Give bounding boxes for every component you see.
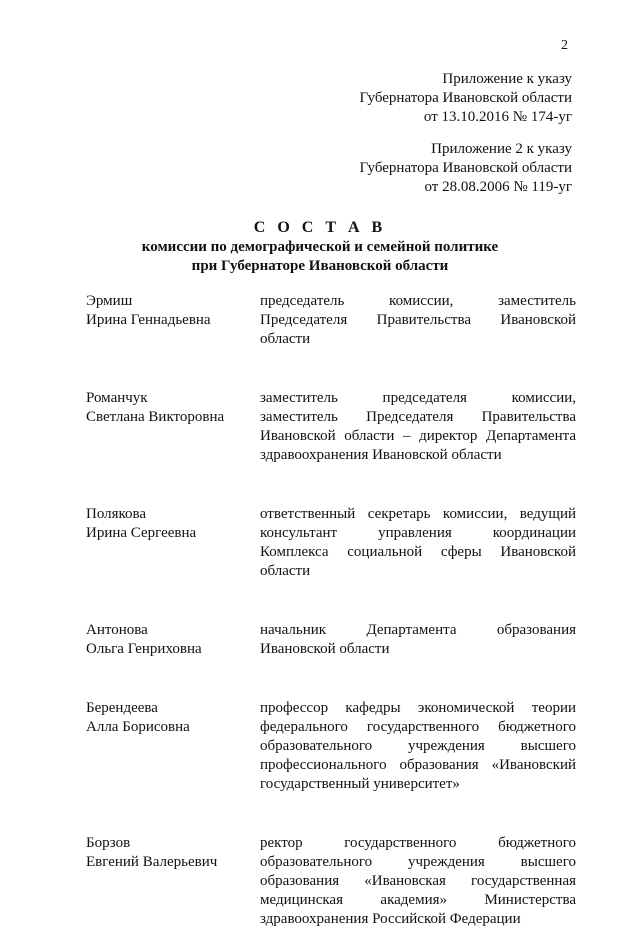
member-role-line: федерального государственного бюджетного [260,719,576,735]
member-role [260,621,576,659]
member-name [86,389,260,465]
member-role-line: области [260,331,311,347]
member-entry [86,292,576,349]
member-surname: Полякова [86,506,147,522]
member-role [260,389,576,465]
member-entry [86,834,576,929]
member-role-line: заместитель председателя комиссии, [260,390,576,406]
annex-original-line3: от 28.08.2006 № 119-уг [424,179,572,195]
member-given-names: Алла Борисовна [86,719,190,735]
member-role [260,505,576,581]
member-spacer [86,349,576,389]
member-entry [86,621,576,659]
member-role-line: профессионального образования «Ивановский [260,757,576,773]
member-role-line: образования «Ивановская государственная [260,873,576,889]
annex-current-line1: Приложение к указу [442,71,572,87]
member-given-names: Светлана Викторовна [86,409,225,425]
member-role-line: консультант управления координации [260,525,576,541]
member-role-line: ответственный секретарь комиссии, ведущий [260,506,576,522]
member-given-names: Ирина Сергеевна [86,525,197,541]
member-surname: Берендеева [86,700,158,716]
member-role-line: профессор кафедры экономической теории [260,700,576,716]
member-role-line: области [260,563,311,579]
member-role-line: медицинская академия» Министерства [260,892,576,908]
member-entry [86,389,576,465]
member-surname: Антонова [86,622,148,638]
page-number: 2 [561,38,568,53]
member-name [86,292,260,349]
annex-original-line1: Приложение 2 к указу [431,141,572,157]
annex-original-reference [359,140,572,197]
member-role-line: Председателя Правительства Ивановской [260,312,576,328]
member-given-names: Ирина Геннадьевна [86,312,211,328]
member-role-line: заместитель Председателя Правительства [260,409,576,425]
annex-original-line2: Губернатора Ивановской области [359,160,572,176]
member-surname: Эрмиш [86,293,133,309]
member-name [86,699,260,794]
document-title: С О С Т А В [253,219,387,236]
member-role-line: здравоохранения Российской Федерации [260,911,521,927]
member-role-line: образовательного учреждения высшего [260,738,576,754]
member-role-line: председатель комиссии, заместитель [260,293,576,309]
annex-current-line3: от 13.10.2016 № 174-уг [423,109,572,125]
document-subtitle-line2: при Губернаторе Ивановской области [191,258,449,274]
member-role-line: Ивановской области [260,641,390,657]
member-role-line: Комплекса социальной сферы Ивановской [260,544,576,560]
member-role-line: государственный университет» [260,776,460,792]
commission-member-list [86,292,576,929]
annex-current-line2: Губернатора Ивановской области [359,90,572,106]
member-name [86,621,260,659]
member-spacer [86,659,576,699]
document-heading [0,218,640,276]
member-role [260,834,576,929]
member-spacer [86,581,576,621]
member-surname: Борзов [86,835,131,851]
member-role-line: здравоохранения Ивановской области [260,447,502,463]
member-role-line: ректор государственного бюджетного [260,835,576,851]
member-role [260,292,576,349]
member-given-names: Ольга Генриховна [86,641,202,657]
member-role-line: образовательного учреждения высшего [260,854,576,870]
member-entry [86,505,576,581]
member-spacer [86,794,576,834]
member-surname: Романчук [86,390,148,406]
member-role-line: начальник Департамента образования [260,622,576,638]
member-spacer [86,465,576,505]
member-name [86,834,260,929]
member-given-names: Евгений Валерьевич [86,854,218,870]
member-entry [86,699,576,794]
annex-current-reference [359,70,572,127]
member-role-line: Ивановской области – директор Департамента [260,428,576,444]
member-role [260,699,576,794]
member-name [86,505,260,581]
document-subtitle-line1: комиссии по демографической и семейной политике [141,239,499,255]
